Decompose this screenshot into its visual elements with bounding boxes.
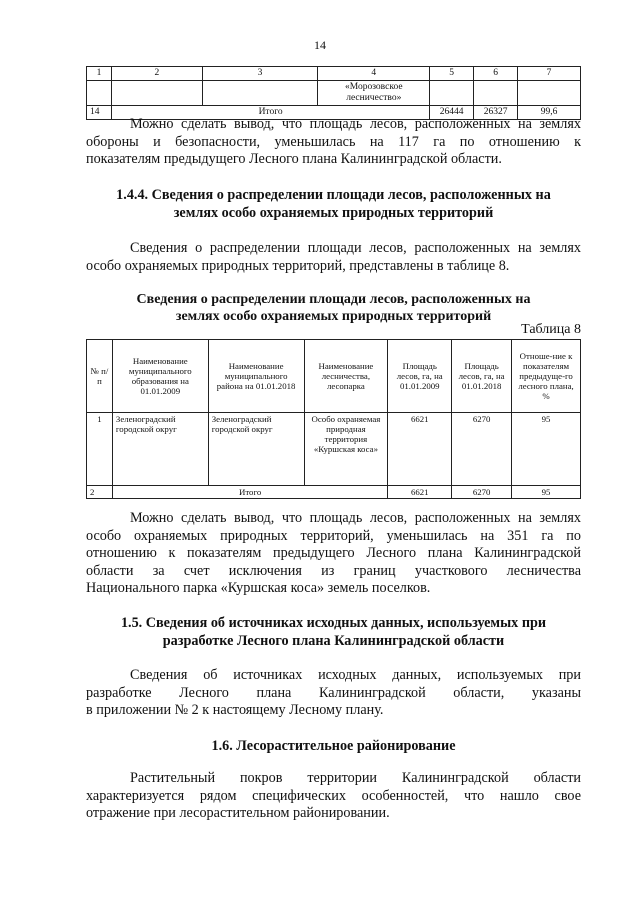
col-number-cell: 7 [518,67,581,81]
header-cell: Площадь лесов, га, на 01.01.2009 [388,340,452,413]
district-cell: Зеленоградский городской округ [208,413,304,486]
col-number-cell: 2 [111,67,202,81]
value-cell: 26444 [430,105,474,119]
col-number-cell: 1 [87,67,112,81]
paragraph-table8-intro: Сведения о распределении площади лесов, расположенных на землях особо охраняемых природных территорий, представлены в таблице 8. [86,240,581,274]
area-2018-cell: 6270 [452,486,512,499]
row-number-cell: 14 [87,105,112,119]
paragraph-conclusion-protected: Можно сделать вывод, что площадь лесов, расположенных на землях особо охраняемых природных территорий, уменьшилась на 351 га по отношению к показателям предыдущего Лесного плана Калининградской области за счет исключения из границ участкового лесничества Национального парка «Куршская коса» земель поселков. [86,510,581,597]
value-cell: 26327 [474,105,518,119]
section-heading-1-5: 1.5. Сведения об источниках исходных данных, используемых при разработке Лесного плана Калининградской области [120,615,547,649]
table-row [87,413,581,486]
table8-caption: Сведения о распределении площади лесов, расположенных на землях особо охраняемых природных территорий [136,292,531,324]
table8-label: Таблица 8 [521,322,581,337]
value-cell: 99,6 [518,105,581,119]
area-2009-cell: 6621 [388,413,452,486]
col-number-cell: 6 [474,67,518,81]
section-heading-1-6: 1.6. Лесорастительное районирование [211,738,456,754]
section-heading-1-4-4: 1.4.4. Сведения о распределении площади лесов, расположенных на землях особо охраняемых природных территорий [116,187,551,221]
table-header-row [87,340,581,413]
col-number-cell: 3 [202,67,318,81]
page-number: 14 [314,38,326,52]
paragraph-conclusion-defense: Можно сделать вывод, что площадь лесов, расположенных на землях обороны и безопасности, уменьшилась на 117 га по отношению к показателям предыдущего Лесного плана Калининградской области. [86,116,581,168]
total-label-cell: Итого [112,486,387,499]
total-label-cell: Итого [111,105,429,119]
table-row [87,80,581,105]
header-cell: Наименование лесничества, лесопарка [304,340,388,413]
table-8 [86,339,581,499]
header-cell: № п/п [87,340,113,413]
row-number-cell: 1 [87,413,113,486]
header-cell: Наименование муниципального района на 01.01.2018 [208,340,304,413]
forestry-name-cell: «Морозовское лесничество» [318,80,430,105]
table-row [87,67,581,81]
header-cell: Наименование муниципального образования на 01.01.2009 [112,340,208,413]
header-cell: Площадь лесов, га, на 01.01.2018 [452,340,512,413]
col-number-cell: 5 [430,67,474,81]
municipality-cell: Зеленоградский городской округ [112,413,208,486]
paragraph-vegetation: Растительный покров территории Калининградской области характеризуется рядом специфических особенностей, что нашло свое отражение при лесорастительном районировании. [86,770,581,822]
ratio-cell: 95 [512,486,581,499]
paragraph-sources: Сведения об источниках исходных данных, используемых при разработке Лесного плана Калининградской области, указаны в приложении № 2 к настоящему Лесному плану. [86,667,581,719]
ratio-cell: 95 [512,413,581,486]
header-cell: Отноше-ние к показателям предыдуще-го лесного плана, % [512,340,581,413]
area-2009-cell: 6621 [388,486,452,499]
area-2018-cell: 6270 [452,413,512,486]
col-number-cell: 4 [318,67,430,81]
table-total-row [87,486,581,499]
previous-table [86,66,581,120]
row-number-cell: 2 [87,486,113,499]
forestry-cell: Особо охраняемая природная территория «Куршская коса» [304,413,388,486]
